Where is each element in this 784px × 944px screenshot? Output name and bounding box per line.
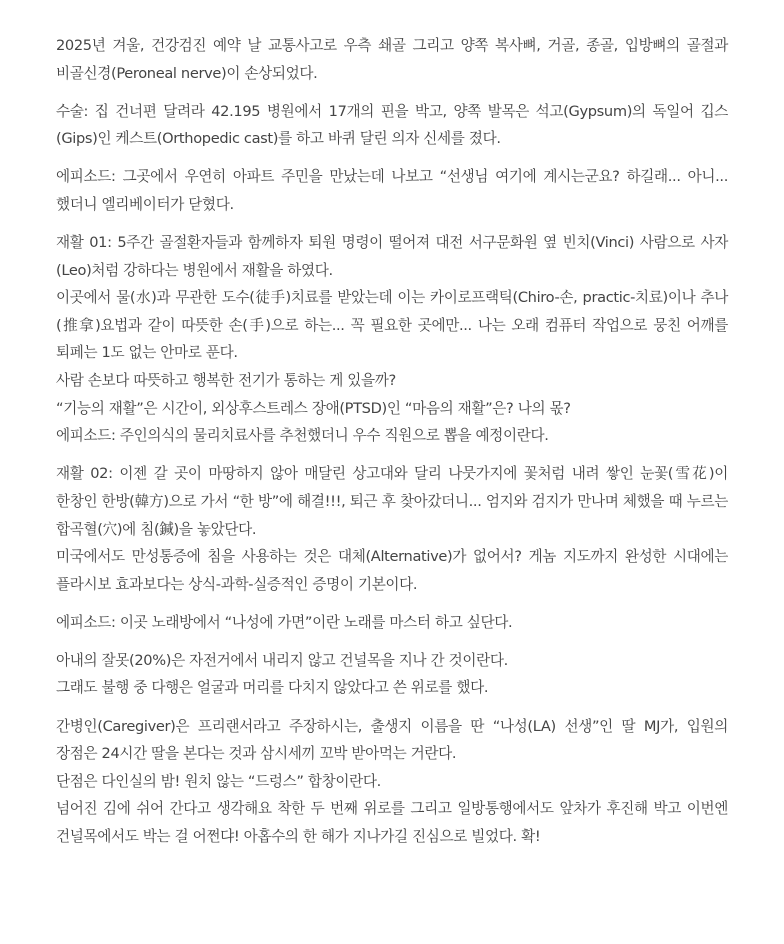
- text-line: 단점은 다인실의 밤! 원치 않는 “드렁스” 합창이란다.: [56, 772, 381, 790]
- text-line: 미국에서도 만성통증에 침을 사용하는 것은 대체(Alternative)가 없어서? 게놈 지도까지 완성한 시대에는 플라시보 효과보다는 상식-과학-실증적인 증명이 기본이다.: [56, 548, 728, 593]
- paragraph-rehab-01: [56, 229, 728, 450]
- paragraph-rehab-02: [56, 460, 728, 598]
- text-line: 사람 손보다 따뜻하고 행복한 전기가 통하는 게 있을까?: [56, 372, 396, 390]
- text-line: 이곳에서 물(水)과 무관한 도수(徒手)치료를 받았는데 이는 카이로프랙틱(Chiro-손, practic-치료)이나 추나(推拿)요법과 같이 따뜻한 손(手)으로 하는... 꼭 필요한 곳에만... 나는 오래 컴퓨터 작업으로 뭉친 어깨를 퇴페는 1도 없는 안마로 푼다.: [56, 289, 728, 362]
- paragraph-injury: [56, 32, 728, 87]
- paragraph-episode-elevator: [56, 163, 728, 218]
- text-line: 에피소드: 그곳에서 우연히 아파트 주민을 만났는데 나보고 “선생님 여기에 계시는군요? 하길래... 아니... 했더니 엘리베이터가 닫혔다.: [56, 168, 728, 213]
- text-line: 2025년 겨울, 건강검진 예약 날 교통사고로 우측 쇄골 그리고 양쪽 복사뼈, 거골, 종골, 입방뼈의 골절과 비골신경(Peroneal nerve)이 손상되었다.: [56, 37, 728, 82]
- text-line: 아내의 잘못(20%)은 자전거에서 내리지 않고 건널목을 지나 간 것이란다.: [56, 651, 508, 669]
- text-line: 에피소드: 주인의식의 물리치료사를 추천했더니 우수 직원으로 뽑을 예정이란다.: [56, 427, 549, 445]
- paragraph-caregiver: [56, 713, 728, 851]
- text-line: 넘어진 김에 쉬어 간다고 생각해요 착한 두 번째 위로를 그리고 일방통행에서도 앞차가 후진해 박고 이번엔 건널목에서도 박는 걸 어쩐댜! 아홉수의 한 해가 지나가길 진심으로 빌었다. 확!: [56, 800, 728, 845]
- paragraph-wife: [56, 647, 728, 702]
- text-line: 그래도 불행 중 다행은 얼굴과 머리를 다치지 않았다고 쓴 위로를 했다.: [56, 679, 489, 697]
- text-line: 재활 02: 이젠 갈 곳이 마땅하지 않아 매달린 상고대와 달리 나뭇가지에 꽃처럼 내려 쌓인 눈꽃(雪花)이 한창인 한방(韓方)으로 가서 “한 방”에 해결!!!, 퇴근 후 찾아갔더니... 엄지와 검지가 만나며 체했을 때 누르는 합곡혈(穴)에 침(鍼)을 놓았단다.: [56, 465, 728, 538]
- text-line: “기능의 재활”은 시간이, 외상후스트레스 장애(PTSD)인 “마음의 재활”은? 나의 몫?: [56, 399, 571, 417]
- text-line: 수술: 집 건너편 달려라 42.195 병원에서 17개의 핀을 박고, 양쪽 발목은 석고(Gypsum)의 독일어 깁스(Gips)인 케스트(Orthopedic cast)를 하고 바퀴 달린 의자 신세를 졌다.: [56, 102, 728, 148]
- paragraph-episode-karaoke: [56, 609, 728, 637]
- paragraph-surgery: [56, 98, 728, 153]
- text-line: 에피소드: 이곳 노래방에서 “나성에 가면”이란 노래를 마스터 하고 싶단다.: [56, 613, 513, 631]
- text-line: 재활 01: 5주간 골절환자들과 함께하자 퇴원 명령이 떨어져 대전 서구문화원 옆 빈치(Vinci) 사람으로 사자(Leo)처럼 강하다는 병원에서 재활을 하였다.: [56, 234, 728, 279]
- document-body: [56, 32, 728, 851]
- text-line: 간병인(Caregiver)은 프리랜서라고 주장하시는, 출생지 이름을 딴 “나성(LA) 선생”인 딸 MJ가, 입원의 장점은 24시간 딸을 본다는 것과 삼시세끼 꼬박 받아먹는 거란다.: [56, 717, 728, 763]
